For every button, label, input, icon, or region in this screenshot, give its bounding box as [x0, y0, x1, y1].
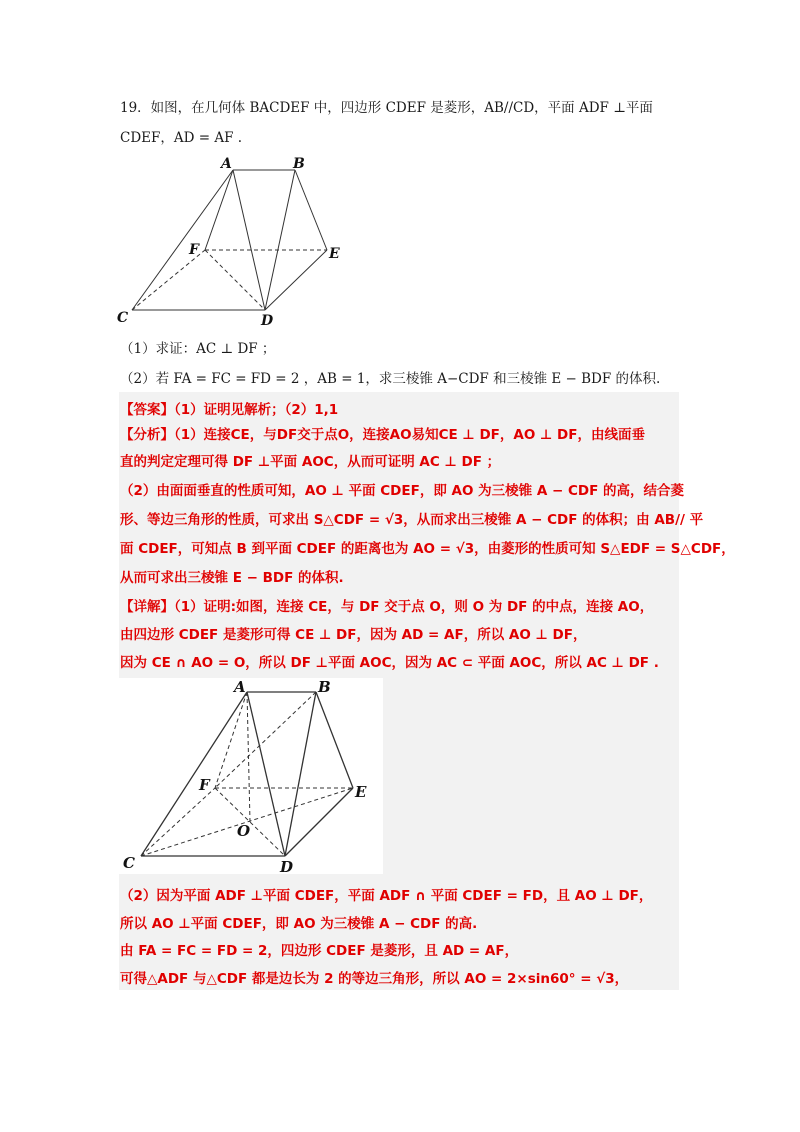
label-A: A	[234, 678, 246, 696]
analysis-line-2: 直的判定定理可得 DF ⊥平面 AOC，从而可证明 AC ⊥ DF ；	[120, 454, 501, 470]
detail-line-2: 由四边形 CDEF 是菱形可得 CE ⊥ DF，因为 AD = AF，所以 AO ⊥ DF，	[120, 627, 587, 643]
edge-af-hidden	[215, 692, 247, 788]
geometry-figure-1	[115, 150, 355, 330]
answer-line: 【答案】（1）证明见解析；（2）1,1	[120, 402, 339, 418]
analysis-line-6: 从而可求出三棱锥 E − BDF 的体积.	[120, 570, 344, 586]
label-E: E	[355, 783, 367, 801]
subquestion-2: （2）若 FA = FC = FD = 2 ，AB = 1，求三棱锥 A−CDF 和三棱锥 E − BDF 的体积.	[120, 371, 661, 387]
detail-line-1: 【详解】（1）证明:如图，连接 CE，与 DF 交于点 O，则 O 为 DF 的中点，连接 AO，	[120, 599, 654, 615]
label-D: D	[280, 858, 294, 874]
part2-line-3: 由 FA = FC = FD = 2，四边形 CDEF 是菱形，且 AD = AF，	[120, 943, 519, 959]
solution-block	[119, 392, 735, 990]
edge-ad	[233, 170, 265, 310]
edge-be	[295, 170, 327, 250]
label-B: B	[318, 678, 331, 696]
label-C: C	[117, 310, 129, 326]
edge-ac	[141, 692, 247, 856]
label-D: D	[261, 313, 274, 329]
question-text-line-2: CDEF，AD = AF .	[120, 130, 243, 146]
label-F: F	[199, 776, 210, 794]
analysis-line-3: （2）由面面垂直的性质可知，AO ⊥ 平面 CDEF，即 AO 为三棱锥 A − CDF 的高，结合菱	[120, 483, 685, 499]
part2-line-1: （2）因为平面 ADF ⊥平面 CDEF，平面 ADF ∩ 平面 CDEF = FD，且 AO ⊥ DF，	[120, 888, 653, 904]
detail-line-3: 因为 CE ∩ AO = O，所以 DF ⊥平面 AOC，因为 AC ⊂ 平面 AOC，所以 AC ⊥ DF .	[120, 655, 659, 671]
edge-ac	[132, 170, 233, 310]
part2-line-2: 所以 AO ⊥平面 CDEF，即 AO 为三棱锥 A − CDF 的高.	[120, 916, 478, 932]
analysis-line-4: 形、等边三角形的性质，可求出 S△CDF = √3，从而求出三棱锥 A − CDF 的体积；由 AB// 平	[120, 512, 704, 528]
edge-de	[265, 250, 327, 310]
label-O: O	[237, 822, 251, 840]
label-C: C	[123, 854, 135, 872]
edge-bd	[265, 170, 295, 310]
geometry-figure-2	[119, 678, 383, 874]
part2-line-4: 可得△ADF 与△CDF 都是边长为 2 的等边三角形，所以 AO = 2×sin60° = √3，	[120, 971, 629, 987]
label-E: E	[329, 246, 340, 262]
edge-af	[205, 170, 233, 250]
question-text-line-1: 19．如图，在几何体 BACDEF 中，四边形 CDEF 是菱形，AB//CD，平面 ADF ⊥平面	[120, 100, 653, 116]
label-A: A	[221, 156, 232, 172]
analysis-line-1: 【分析】（1）连接CE，与DF交于点O，连接AO易知CE ⊥ DF，AO ⊥ DF，由线面垂	[120, 427, 645, 443]
label-B: B	[293, 156, 305, 172]
edge-ad	[247, 692, 285, 856]
edge-be	[316, 692, 353, 788]
analysis-line-5: 面 CDEF，可知点 B 到平面 CDEF 的距离也为 AO = √3，由菱形的性质可知 S△EDF = S△CDF，	[120, 541, 735, 557]
subquestion-1: （1）求证：AC ⊥ DF ；	[120, 341, 276, 357]
edge-fd-hidden	[205, 250, 265, 310]
edge-de	[285, 788, 353, 856]
label-F: F	[189, 242, 199, 258]
